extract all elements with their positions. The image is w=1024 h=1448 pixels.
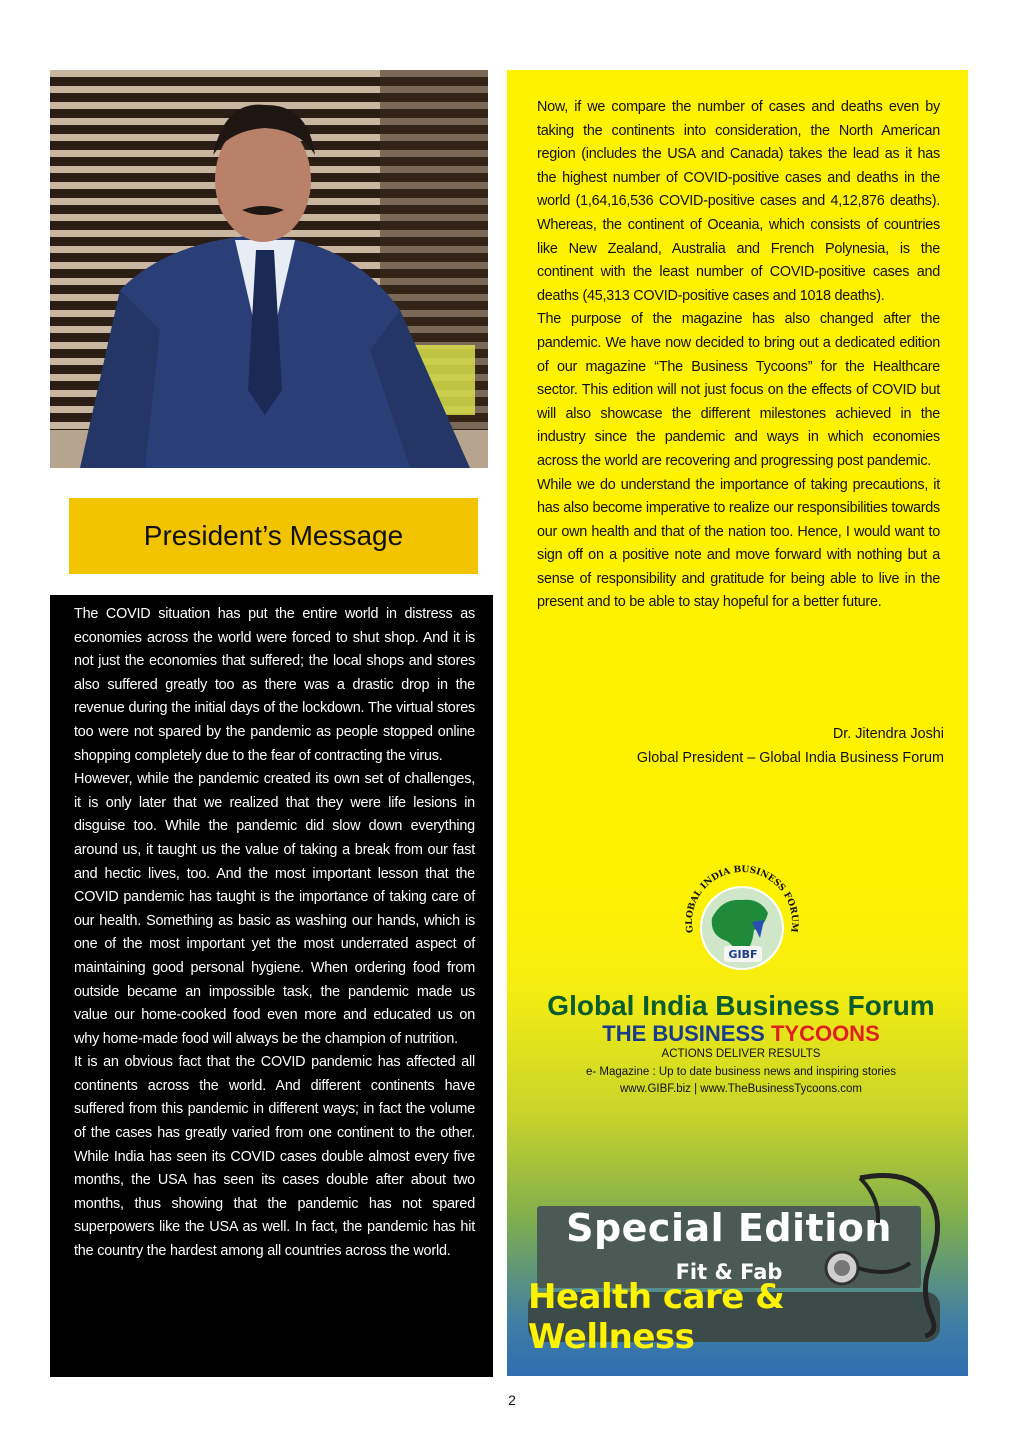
forum-websites: www.GIBF.biz | www.TheBusinessTycoons.com [619,1083,862,1095]
forum-tagline: ACTIONS DELIVER RESULTS [661,1048,821,1060]
right-paragraph-3: While we do understand the importance of taking precautions, it has also become imperative to realize our responsibilities towards our own health and that of the nation too. Hence, I would want to sign off on a positive note and move forward with nothing but a sense of responsibility and gratitude for being able to live in the present and to be able to stay hopeful for a better future. [537,476,940,611]
forum-name: Global India Business Forum [547,990,935,1021]
signature-name: Dr. Jitendra Joshi [832,726,944,742]
left-paragraph-3: It is an obvious fact that the COVID pandemic has affected all continents across the world. And different continents have suffered from this pandemic in different ways; in fact the volume of the cases has greatly varied from one continent to the other. While India has seen its COVID cases double almost every five months, the USA has seen its cases double after about two months, thus showing that the pandemic has not spared superpowers like the USA as well. In fact, the pandemic has hit the country the hardest among all countries across the world. [74,1054,475,1260]
left-text-column [50,595,493,1377]
stethoscope-icon [820,1168,950,1338]
signature-role: Global President – Global India Business Forum [636,750,944,766]
page-title: President’s Message [143,520,404,551]
left-paragraph-1: The COVID situation has put the entire world in distress as economies across the world were forced to shut shop. And it is not just the economies that suffered; the local shops and stores also suffered greatly too as there was a drastic drop in the revenue during the initial days of the lockdown. The virtual stores too were not spared by the pandemic as people stopped online shopping completely due to the fear of contracting the virus. [74,606,475,764]
president-photo [50,70,488,468]
forum-description: e- Magazine : Up to date business news and inspiring stories [585,1066,897,1078]
gibf-logo [672,858,812,983]
logo-badge: GIBF [728,948,758,961]
title-banner [69,498,478,574]
magazine-name-prefix: THE BUSINESS [602,1021,771,1046]
edition-theme: Health care & Wellness [528,1277,785,1357]
right-text-column [537,96,940,615]
page-number: 2 [508,1392,516,1408]
right-paragraph-1: Now, if we compare the number of cases and deaths even by taking the continents into consideration, the North American region (includes the USA and Canada) takes the lead as it has the highest number of COVID-positive cases and deaths in the world (1,64,16,536 COVID-positive cases and 4,12,876 deaths). Whereas, the continent of Oceania, which consists of countries like New Zealand, Australia and French Polynesia, is the continent with the least number of COVID-positive cases and deaths (45,313 COVID-positive cases and 1018 deaths). [537,99,940,304]
left-paragraph-2: However, while the pandemic created its own set of challenges, it is only later that we realized that they were life lesions in disguise too. While the pandemic did slow down everything around us, it taught us the value of taking a break from our fast and hectic lives, too. And the most important lesson that the COVID pandemic has taught is the importance of taking care of our health. Something as basic as washing our hands, which is one of the most important yet the most underrated aspect of maintaining good personal hygiene. When ordering food from outside became an impossible task, the pandemic made us value our home-cooked food even more and educated us on why home-made food will always be the champion of nutrition. [74,771,475,1047]
edition-title: Special Edition [566,1206,892,1250]
magazine-name-highlight: TYCOONS [770,1021,880,1046]
right-paragraph-2: The purpose of the magazine has also changed after the pandemic. We have now decided to bring out a dedicated edition of our magazine “The Business Tycoons” for the Healthcare sector. This edition will not just focus on the effects of COVID but will also showcase the different milestones achieved in the industry since the pandemic and ways in which economies across the world are recovering and progressing post pandemic. [537,311,940,469]
magazine-name [510,1021,972,1047]
logo-ring-text: GLOBAL INDIA BUSINESS FORUM [684,864,800,934]
edition-subtitle: Fit & Fab [675,1260,783,1284]
